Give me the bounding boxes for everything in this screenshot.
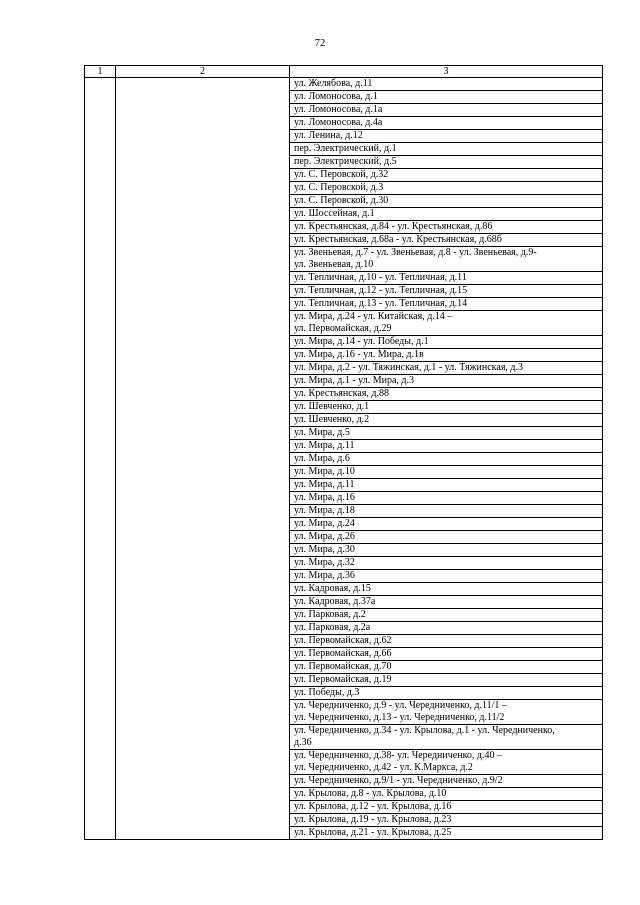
address-cell: ул. С. Перовской, д.32 xyxy=(290,169,603,182)
address-cell: ул. Тепличная, д.12 - ул. Тепличная, д.15 xyxy=(290,285,603,298)
table-body xyxy=(85,78,603,840)
column-1-cell xyxy=(85,78,116,840)
address-cell: ул. Чередниченко, д.9 - ул. Чередниченко, д.11/1 – ул. Чередниченко, д.13 - ул. Чередниченко, д.11/2 xyxy=(290,700,603,725)
address-cell: ул. Крылова, д.12 - ул. Крылова, д.16 xyxy=(290,801,603,814)
address-cell: ул. Тепличная, д.10 - ул. Тепличная, д.11 xyxy=(290,272,603,285)
address-cell: ул. Чередниченко, д.34 - ул. Крылова, д.1 - ул. Чередниченко, д.36 xyxy=(290,725,603,750)
address-cell: ул. Первомайская, д.70 xyxy=(290,661,603,674)
address-cell: ул. Кадровая, д.37а xyxy=(290,596,603,609)
address-cell: ул. Шоссейная, д.1 xyxy=(290,208,603,221)
address-cell: ул. Мира, д.26 xyxy=(290,531,603,544)
address-cell: пер. Электрический, д.1 xyxy=(290,143,603,156)
address-cell: ул. Мира, д.1 - ул. Мира, д.3 xyxy=(290,375,603,388)
address-cell: ул. Чередниченко, д.38- ул. Чередниченко, д.40 – ул. Чередниченко, д.42 - ул. К.Маркса, д.2 xyxy=(290,750,603,775)
address-cell: ул. Желябова, д.11 xyxy=(290,78,603,91)
address-cell: ул. Крестьянская, д.84 - ул. Крестьянская, д.86 xyxy=(290,221,603,234)
address-cell: ул. Мира, д.32 xyxy=(290,557,603,570)
address-cell: ул. Парковая, д.2 xyxy=(290,609,603,622)
address-cell: ул. Мира, д.18 xyxy=(290,505,603,518)
address-cell: ул. Крылова, д.8 - ул. Крылова, д.10 xyxy=(290,788,603,801)
address-cell: ул. Чередниченко, д.9/1 - ул. Чередниченко, д.9/2 xyxy=(290,775,603,788)
address-cell: ул. Крылова, д.21 - ул. Крылова, д.25 xyxy=(290,827,603,840)
address-cell: ул. Мира, д.36 xyxy=(290,570,603,583)
column-header-1: 1 xyxy=(85,66,116,78)
address-cell: ул. Мира, д.24 - ул. Китайская, д.14 – ул. Первомайская, д.29 xyxy=(290,311,603,336)
address-cell: ул. Мира, д.30 xyxy=(290,544,603,557)
address-cell: ул. Мира, д.11 xyxy=(290,479,603,492)
address-cell: ул. Кадровая, д.15 xyxy=(290,583,603,596)
address-cell: ул. Ломоносова, д.1а xyxy=(290,104,603,117)
address-cell: ул. Победы, д.3 xyxy=(290,687,603,700)
address-cell: ул. Крестьянская, д.88 xyxy=(290,388,603,401)
address-cell: ул. Ломоносова, д.1 xyxy=(290,91,603,104)
address-cell: ул. Мира, д.16 xyxy=(290,492,603,505)
column-header-3: 3 xyxy=(290,66,603,78)
table-header-row xyxy=(85,66,603,78)
address-cell: ул. Мира, д.11 xyxy=(290,440,603,453)
address-table xyxy=(84,65,603,840)
address-cell: ул. Первомайская, д.19 xyxy=(290,674,603,687)
address-cell: ул. Крылова, д.19 - ул. Крылова, д.23 xyxy=(290,814,603,827)
address-cell: ул. Первомайская, д.62 xyxy=(290,635,603,648)
address-cell: ул. Ломоносова, д.4а xyxy=(290,117,603,130)
address-cell: ул. Первомайская, д.66 xyxy=(290,648,603,661)
column-2-cell xyxy=(116,78,290,840)
column-header-2: 2 xyxy=(116,66,290,78)
address-cell: ул. Мира, д.6 xyxy=(290,453,603,466)
address-cell: пер. Электрический, д.5 xyxy=(290,156,603,169)
address-cell: ул. Крестьянская, д.68а - ул. Крестьянская, д.68б xyxy=(290,234,603,247)
address-cell: ул. С. Перовской, д.3 xyxy=(290,182,603,195)
address-cell: ул. Мира, д.14 - ул. Победы, д.1 xyxy=(290,336,603,349)
page-number: 72 xyxy=(314,38,326,49)
address-cell: ул. Мира, д.2 - ул. Тяжинская, д.1 - ул. Тяжинская, д.3 xyxy=(290,362,603,375)
address-cell: ул. Мира, д.16 - ул. Мира, д.1в xyxy=(290,349,603,362)
address-cell: ул. Звеньевая, д.7 - ул. Звеньевая, д.8 - ул. Звеньевая, д.9- ул. Звеньевая, д.10 xyxy=(290,247,603,272)
address-cell: ул. Шевченко, д.1 xyxy=(290,401,603,414)
address-cell: ул. Парковая, д.2а xyxy=(290,622,603,635)
address-cell: ул. Тепличная, д.13 - ул. Тепличная, д.14 xyxy=(290,298,603,311)
address-cell: ул. Шевченко, д.2 xyxy=(290,414,603,427)
address-cell: ул. Мира, д.24 xyxy=(290,518,603,531)
address-cell: ул. Ленина, д.12 xyxy=(290,130,603,143)
address-cell: ул. Мира, д.10 xyxy=(290,466,603,479)
address-cell: ул. С. Перовской, д.30 xyxy=(290,195,603,208)
address-cell: ул. Мира, д.5 xyxy=(290,427,603,440)
table-row xyxy=(85,78,603,91)
